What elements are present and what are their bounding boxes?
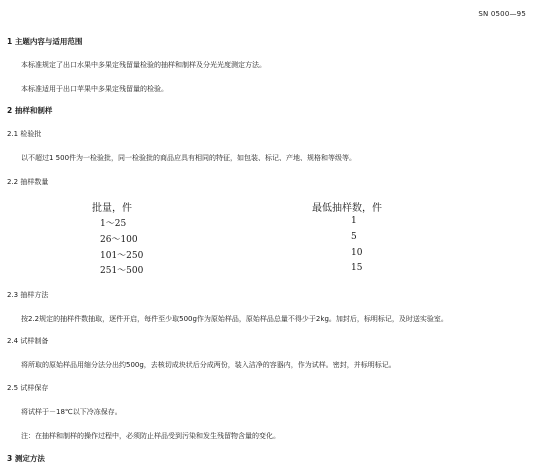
table-cell-batch: 26～100: [100, 235, 138, 245]
table-cell-samples: 5: [351, 232, 357, 242]
section-2-4-paragraph: 将所取的原始样品用缩分法分出约500g，去核切成块状后分成两份，装入洁净的容器内，作为试样。密封，并标明标记。: [21, 361, 396, 369]
section-2-1-paragraph: 以不超过1 500件为一检验批，同一检验批的商品应具有相同的特征，如包装、标记、产地、规格和等级等。: [21, 154, 357, 162]
section-1-paragraph-2: 本标准适用于出口苹果中多果定残留量的检验。: [21, 85, 168, 93]
section-2-1-title: 2.1 检验批: [7, 130, 42, 138]
section-2-title: 2 抽样和制样: [7, 106, 53, 115]
section-2-3-paragraph: 按2.2规定的抽样件数抽取，逐件开启，每件至少取500g作为原始样品，原始样品总量不得少于2kg。加封后，标明标记，及时送实验室。: [21, 315, 448, 323]
table-cell-samples: 15: [351, 263, 363, 273]
sampling-table: [0, 199, 540, 279]
table-cell-samples: 1: [351, 216, 357, 226]
section-2-5-title: 2.5 试样保存: [7, 384, 49, 392]
table-cell-samples: 10: [351, 248, 363, 258]
table-header-batch-size: 批量，件: [92, 203, 132, 214]
section-2-2-title: 2.2 抽样数量: [7, 178, 49, 186]
section-1-paragraph-1: 本标准规定了出口水果中多果定残留量检验的抽样和制样及分光光度测定方法。: [21, 61, 266, 69]
table-cell-batch: 1～25: [100, 219, 127, 229]
section-1-title: 1 主题内容与适用范围: [7, 37, 83, 46]
table-cell-batch: 101～250: [100, 251, 144, 261]
section-3-title: 3 测定方法: [7, 454, 45, 463]
table-cell-batch: 251～500: [100, 266, 144, 276]
section-2-4-title: 2.4 试样制备: [7, 337, 49, 345]
section-2-3-title: 2.3 抽样方法: [7, 291, 49, 299]
section-2-5-note: 注：在抽样和制样的操作过程中，必须防止样品受到污染和发生残留物含量的变化。: [21, 432, 280, 440]
table-header-min-samples: 最低抽样数，件: [312, 203, 382, 214]
standard-code: SN 0500—95: [478, 10, 526, 18]
section-2-5-paragraph: 将试样于－18℃以下冷冻保存。: [21, 408, 122, 416]
